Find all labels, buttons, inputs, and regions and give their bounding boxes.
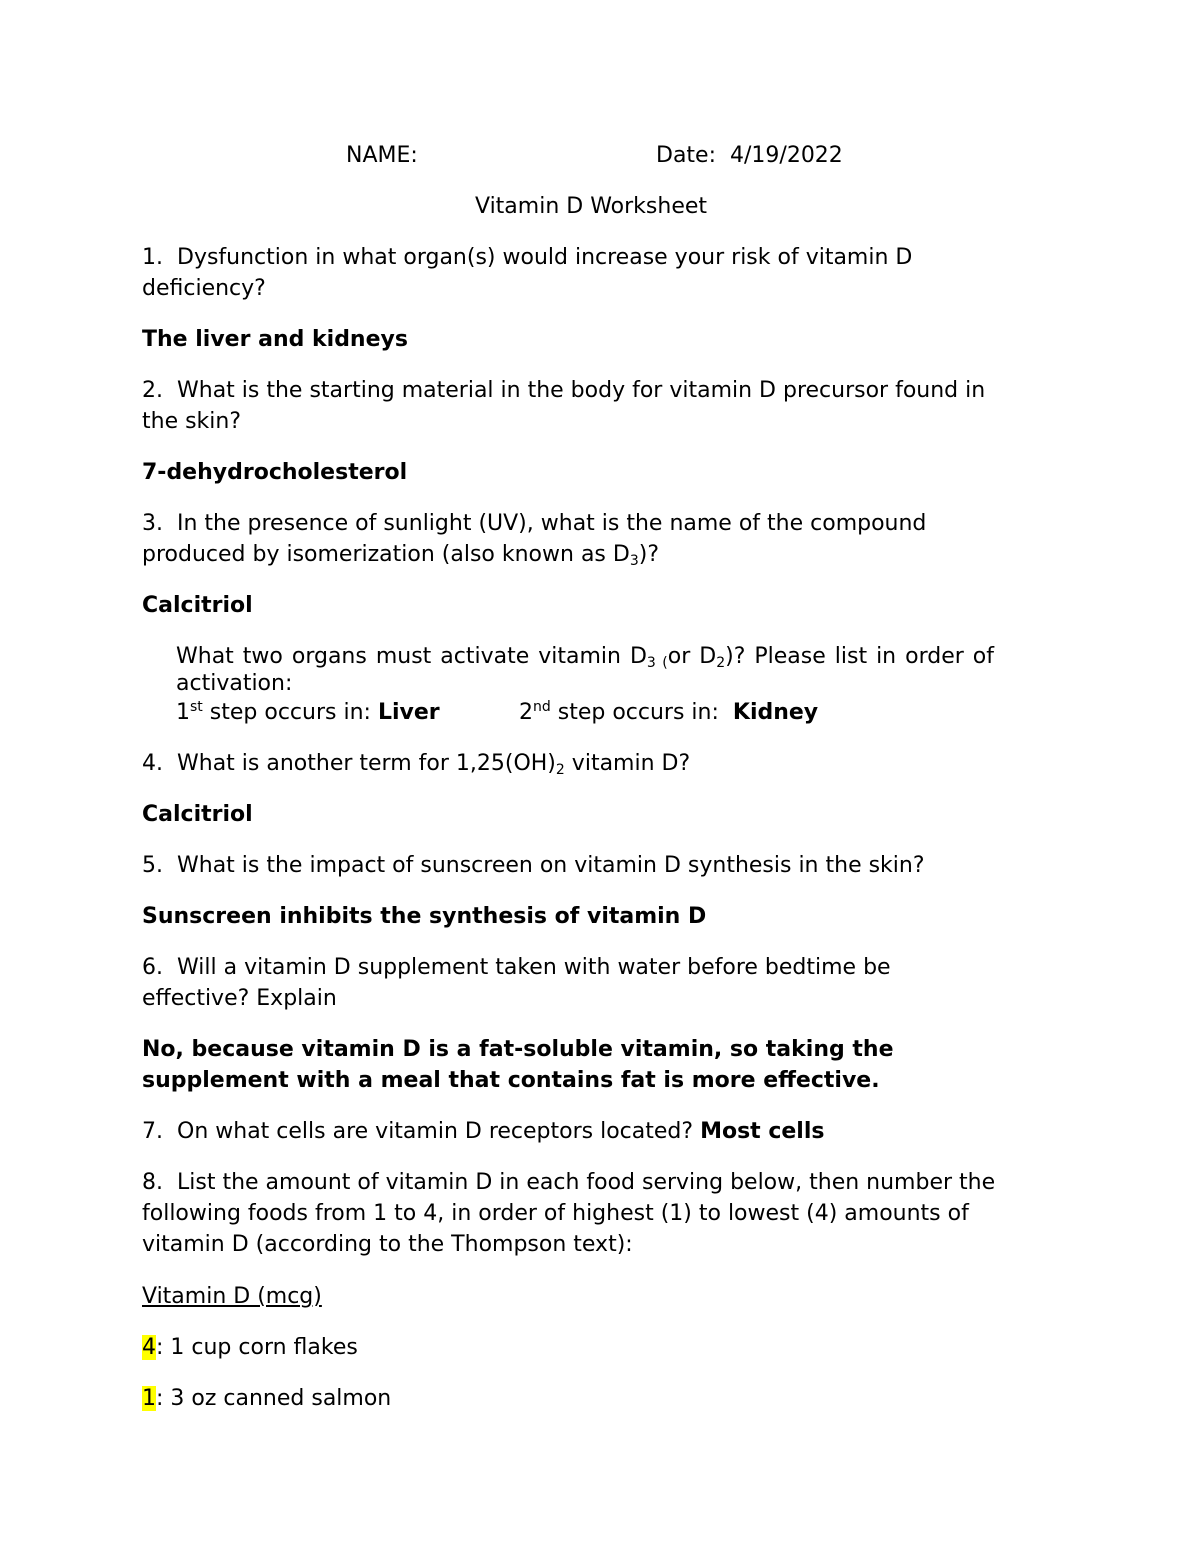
vitamin-d-column-header: Vitamin D (mcg) [142, 1284, 322, 1309]
question-1 [142, 242, 912, 273]
question-6 [142, 952, 891, 983]
date-label: Date: [656, 143, 716, 168]
question-number: 6. [142, 955, 163, 980]
answer-5: Sunscreen inhibits the synthesis of vitamin D [142, 904, 707, 929]
question-3-cont: produced by isomerization (also known as $D_3$)? [142, 542, 660, 569]
question-text: What is the impact of sunscreen on vitamin D synthesis in the skin? [177, 853, 925, 878]
food-item [142, 1332, 358, 1363]
question-1-cont: deficiency? [142, 276, 266, 301]
date-field [656, 140, 843, 171]
question-2 [142, 375, 985, 406]
answer-6-line-1: No, because vitamin D is a fat-soluble vitamin, so taking the [142, 1037, 894, 1062]
question-8-cont-1: following foods from 1 to 4, in order of highest (1) to lowest (4) amounts of [142, 1201, 969, 1226]
answer-7: Most cells [700, 1119, 825, 1144]
question-3 [142, 508, 926, 539]
question-number: 7. [142, 1119, 163, 1144]
question-text: List the amount of vitamin D in each food serving below, then number the [177, 1170, 996, 1195]
step-1-answer: Liver [377, 700, 440, 725]
answer-6-line-2: supplement with a meal that contains fat is more effective. [142, 1068, 880, 1093]
question-8 [142, 1167, 995, 1198]
question-5 [142, 850, 925, 881]
question-8-cont-2: vitamin D (according to the Thompson text): [142, 1232, 633, 1257]
page-title: Vitamin D Worksheet [475, 194, 708, 219]
step-1: 1st step occurs in: Liver [176, 699, 440, 725]
answer-2: 7-dehydrocholesterol [142, 460, 408, 485]
date-value: 4/19/2022 [730, 143, 843, 168]
question-4: 4. What is another term for $1,25(OH)_2$ vitamin D? [142, 751, 691, 778]
question-number: 3. [142, 511, 163, 536]
question-6-cont: effective? Explain [142, 986, 337, 1011]
answer-4: Calcitriol [142, 802, 253, 827]
question-number: 5. [142, 853, 163, 878]
question-number: 2. [142, 378, 163, 403]
question-text: Dysfunction in what organ(s) would increase your risk of vitamin D [177, 245, 913, 270]
question-number: 4. [142, 751, 163, 776]
question-text: On what cells are vitamin D receptors located? [177, 1119, 701, 1144]
answer-3: Calcitriol [142, 593, 253, 618]
step-2: 2nd step occurs in: Kidney [519, 699, 819, 725]
food-item [142, 1383, 391, 1414]
name-label: NAME: [346, 143, 418, 168]
food-rank: 1 [142, 1386, 156, 1411]
food-rank: 4 [142, 1335, 156, 1360]
question-number: 1. [142, 245, 163, 270]
food-label: : 1 cup corn flakes [156, 1335, 358, 1360]
step-2-answer: Kidney [732, 700, 819, 725]
question-2-cont: the skin? [142, 409, 242, 434]
question-3b-cont: activation: [176, 671, 293, 696]
question-number: 8. [142, 1170, 163, 1195]
question-3b: What two organs must activate vitamin $D_{3 (}or$ $D_2$)? Please list in order of [176, 644, 994, 671]
question-text: What is the starting material in the body for vitamin D precursor found in [177, 378, 986, 403]
question-text: In the presence of sunlight (UV), what is the name of the compound [177, 511, 927, 536]
question-7 [142, 1116, 824, 1147]
question-text: Will a vitamin D supplement taken with water before bedtime be [177, 955, 891, 980]
food-label: : 3 oz canned salmon [156, 1386, 392, 1411]
answer-1: The liver and kidneys [142, 327, 408, 352]
